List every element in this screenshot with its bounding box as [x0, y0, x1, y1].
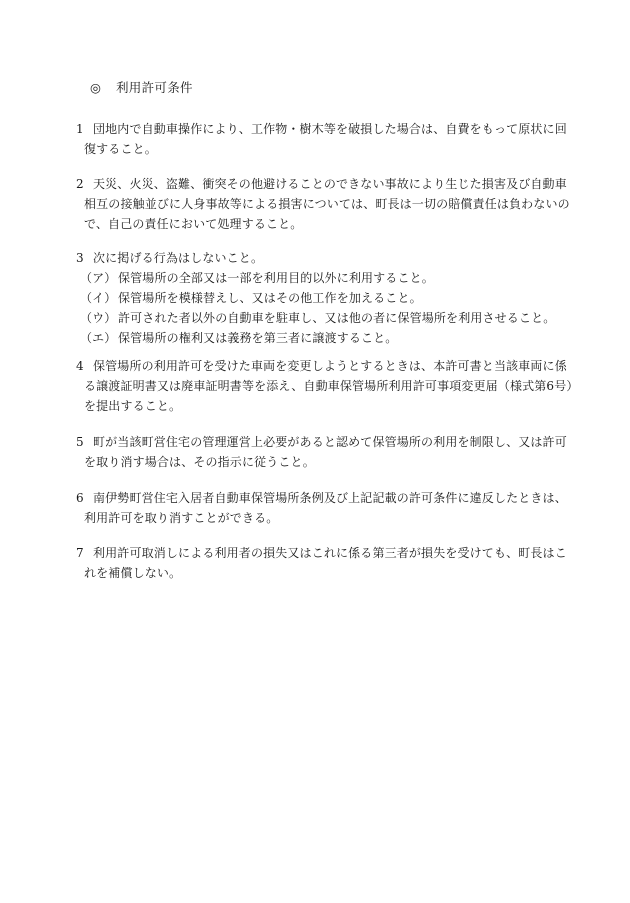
condition-first-line: [76, 174, 566, 194]
condition-continuation: を提出すること。: [84, 399, 182, 413]
condition-number: 3: [76, 251, 84, 265]
condition-continuation: れを補償しない。: [84, 566, 182, 580]
sub-item-marker: （イ）: [80, 291, 117, 305]
condition-text: 団地内で自動車操作により、工作物・樹木等を破損した場合は、自費をもって原状に回: [93, 122, 567, 136]
condition-first-line: [76, 248, 566, 268]
condition-first-line: [76, 488, 566, 508]
condition-text: 保管場所の利用許可を受けた車両を変更しようとするときは、本許可書と当該車両に係: [93, 359, 567, 373]
condition-first-line: [76, 432, 566, 452]
condition-text: 町が当該町営住宅の管理運営上必要があると認めて保管場所の利用を制限し、又は許可: [93, 435, 567, 449]
condition-continuation: を取り消す場合は、その指示に従うこと。: [84, 455, 315, 469]
condition-text: 次に掲げる行為はしないこと。: [93, 251, 264, 265]
condition-number: 1: [76, 122, 84, 136]
condition-first-line: [76, 119, 566, 139]
condition-item: [76, 174, 570, 234]
condition-number: 4: [76, 359, 84, 373]
section-heading: [90, 78, 193, 96]
sub-item: [76, 268, 566, 288]
sub-item-text: 保管場所を模様替えし、又はその他工作を加えること。: [118, 291, 422, 305]
double-circle-icon: ◎: [90, 80, 102, 95]
condition-item: [76, 248, 566, 348]
condition-number: 2: [76, 177, 84, 191]
sub-item-marker: （ア）: [80, 271, 117, 285]
sub-item-marker: （エ）: [80, 331, 117, 345]
sub-item: [76, 288, 566, 308]
condition-first-line: [76, 356, 566, 376]
condition-continuation: 相互の接触並びに人身事故等による損害については、町長は一切の賠償責任は負わないの: [84, 197, 570, 211]
condition-text: 利用許可取消しによる利用者の損失又はこれに係る第三者が損失を受けても、町長はこ: [93, 546, 567, 560]
condition-text: 天災、火災、盗難、衝突その他避けることのできない事故により生じた損害及び自動車: [93, 177, 567, 191]
condition-number: 7: [76, 546, 84, 560]
condition-first-line: [76, 543, 566, 563]
sub-item-text: 保管場所の権利又は義務を第三者に譲渡すること。: [118, 331, 398, 345]
condition-number: 5: [76, 435, 84, 449]
condition-item: [76, 119, 566, 159]
sub-item: [76, 328, 566, 348]
sub-item-marker: （ウ）: [80, 311, 117, 325]
condition-continuation: 復すること。: [84, 142, 157, 156]
condition-continuation: で、自己の責任において処理すること。: [84, 217, 303, 231]
condition-continuation: る譲渡証明書又は廃車証明書等を添え、自動車保管場所利用許可事項変更届（様式第6号）: [84, 379, 579, 393]
condition-item: [76, 543, 566, 583]
sub-item: [76, 308, 566, 328]
condition-item: [76, 432, 566, 472]
condition-item: [76, 356, 579, 416]
condition-item: [76, 488, 566, 528]
section-title: 利用許可条件: [116, 80, 193, 95]
condition-text: 南伊勢町営住宅入居者自動車保管場所条例及び上記記載の許可条件に違反したときは、: [93, 491, 567, 505]
condition-continuation: 利用許可を取り消すことができる。: [84, 511, 279, 525]
condition-number: 6: [76, 491, 84, 505]
sub-item-text: 保管場所の全部又は一部を利用目的以外に利用すること。: [118, 271, 434, 285]
sub-item-text: 許可された者以外の自動車を駐車し、又は他の者に保管場所を利用させること。: [118, 311, 556, 325]
